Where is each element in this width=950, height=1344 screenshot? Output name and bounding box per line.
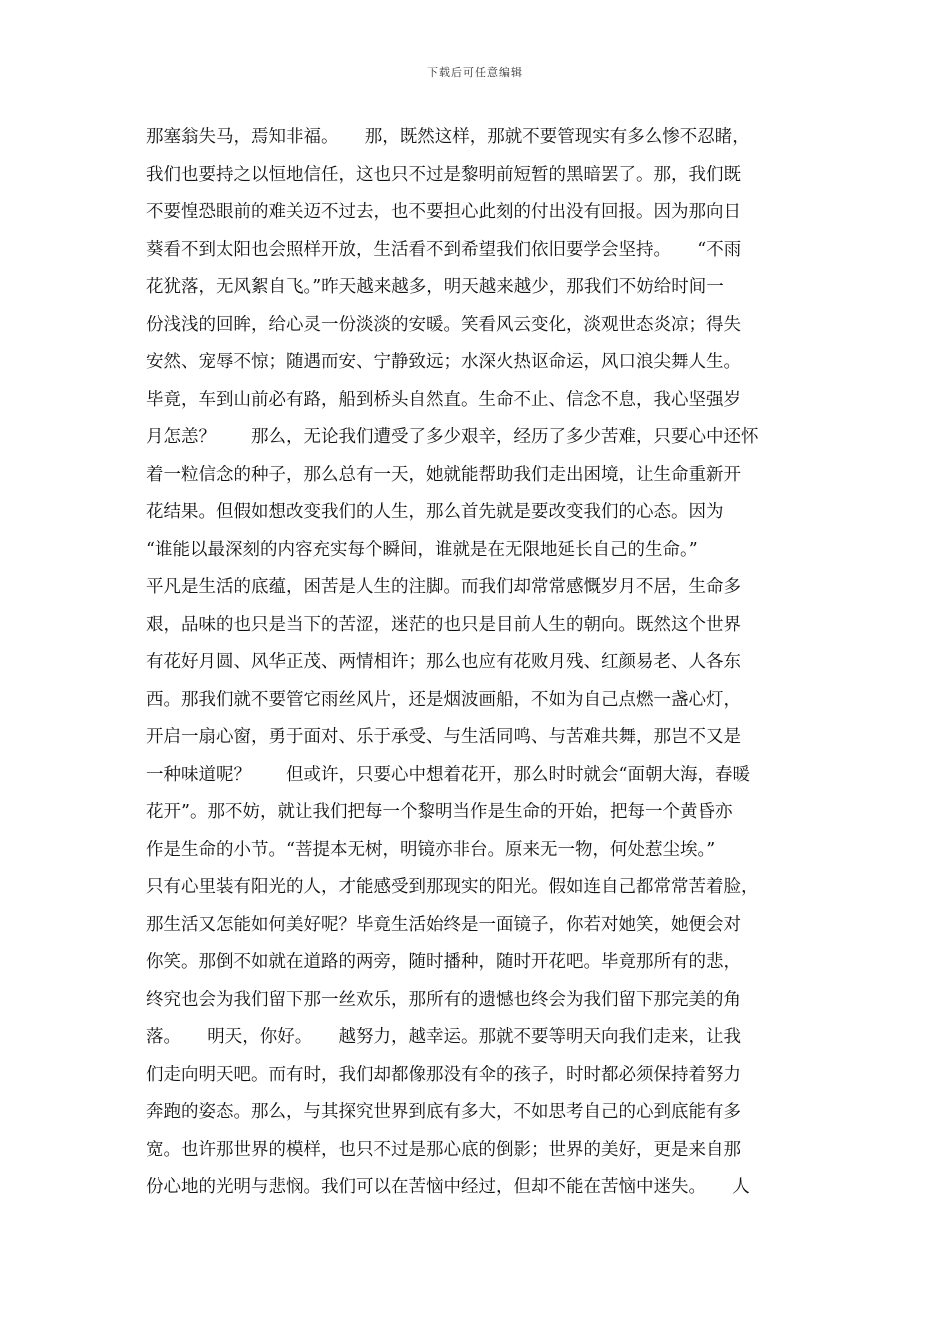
text-line: 只有心里装有阳光的人，才能感受到那现实的阳光。假如连自己都常常苦着脸， [146, 877, 759, 897]
text-line: 艰，品味的也只是当下的苦涩，迷茫的也只是目前人生的朝向。既然这个世界 [146, 614, 741, 635]
text-line: 月怎恙？ 那么，无论我们遭受了多少艰辛，经历了多少苦难，只要心中还怀 [146, 427, 759, 447]
text-line: 你笑。那倒不如就在道路的两旁，随时播种，随时开花吧。毕竟那所有的悲， [146, 952, 741, 972]
text-line: 花结果。但假如想改变我们的人生，那么首先就是要改变我们的心态。因为 [146, 502, 724, 522]
page-header: 下载后可任意编辑 [427, 66, 523, 79]
text-line: 我们也要持之以恒地信任，这也只不过是黎明前短暂的黑暗罢了。那，我们既 [146, 164, 741, 185]
text-line: 终究也会为我们留下那一丝欢乐，那所有的遗憾也终会为我们留下那完美的角 [146, 989, 741, 1010]
text-line: 宽。也许那世界的模样，也只不过是那心底的倒影；世界的美好，更是来自那 [146, 1139, 741, 1160]
text-line: 安然、宠辱不惊；随遇而安、宁静致远；水深火热讴命运，风口浪尖舞人生。 [146, 352, 741, 372]
body-text [146, 119, 826, 1207]
text-line: 着一粒信念的种子，那么总有一天，她就能帮助我们走出困境，让生命重新开 [146, 464, 741, 485]
text-line: 一种味道呢？ 但或许，只要心中想着花开，那么时时就会“面朝大海，春暖 [146, 764, 750, 785]
text-line: 份浅浅的回眸，给心灵一份淡淡的安暖。笑看风云变化，淡观世态炎凉；得失 [146, 314, 741, 335]
text-line: 花开”。那不妨，就让我们把每一个黎明当作是生命的开始，把每一个黄昏亦 [146, 802, 733, 822]
text-line: 毕竟，车到山前必有路，船到桥头自然直。生命不止、信念不息，我心坚强岁 [146, 389, 741, 410]
text-line: 西。那我们就不要管它雨丝风片，还是烟波画船，不如为自己点燃一盏心灯， [146, 689, 741, 710]
text-line: 平凡是生活的底蕴，困苦是人生的注脚。而我们却常常感慨岁月不居，生命多 [146, 577, 741, 597]
text-line: 那塞翁失马，焉知非福。 那，既然这样，那就不要管现实有多么惨不忍睹， [146, 127, 750, 147]
text-line: 那生活又怎能如何美好呢？毕竟生活始终是一面镜子，你若对她笑，她便会对 [146, 914, 741, 935]
text-line: 不要惶恐眼前的难关迈不过去，也不要担心此刻的付出没有回报。因为那向日 [146, 202, 741, 222]
text-line: 落。 明天，你好。 越努力，越幸运。那就不要等明天向我们走来，让我 [146, 1027, 741, 1047]
text-line: “谁能以最深刻的内容充实每个瞬间，谁就是在无限地延长自己的生命。” [146, 539, 698, 560]
text-line: 奔跑的姿态。那么，与其探究世界到底有多大，不如思考自己的心到底能有多 [146, 1102, 741, 1122]
text-line: 份心地的光明与悲悯。我们可以在苦恼中经过，但却不能在苦恼中迷失。 人 [146, 1177, 750, 1197]
text-line: 花犹落，无风絮自飞。”昨天越来越多，明天越来越少，那我们不妨给时间一 [146, 277, 724, 297]
text-line: 有花好月圆、风华正茂、两情相许；那么也应有花败月残、红颜易老、人各东 [146, 652, 741, 672]
text-line: 作是生命的小节。“菩提本无树，明镜亦非台。原来无一物，何处惹尘埃。” [146, 839, 716, 860]
text-line: 葵看不到太阳也会照样开放，生活看不到希望我们依旧要学会坚持。 “不雨 [146, 239, 742, 260]
text-line: 开启一扇心窗，勇于面对、乐于承受、与生活同鸣、与苦难共舞，那岂不又是 [146, 727, 741, 747]
text-line: 们走向明天吧。而有时，我们却都像那没有伞的孩子，时时都必须保持着努力 [146, 1064, 741, 1085]
